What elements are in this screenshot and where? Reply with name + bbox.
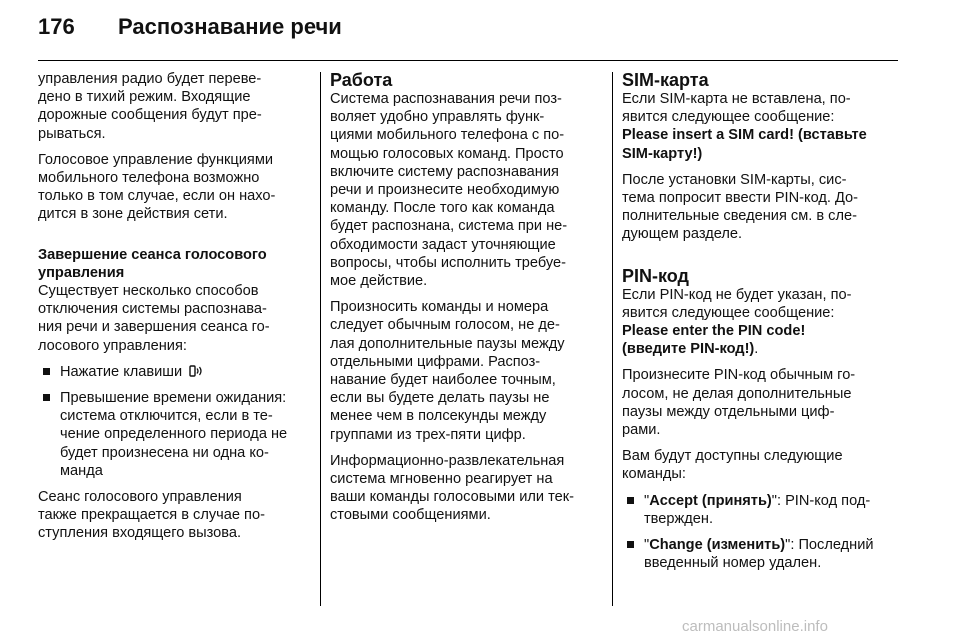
paragraph: Система распознавания речи поз- воляет удобно управлять функ- циями мобильного телефона с по- мощью голосовых команд. Просто включите систему распознавания речи и произнесите необходимую команду. После того как команда будет распознана, система при не- обходимости задаст уточняющие вопросы, чтобы исполнить требуе- мое действие. xyxy=(330,91,568,290)
bullet-list xyxy=(38,363,312,480)
paragraph: Сеанс голосового управления также прекращается в случае по- ступления входящего вызова. xyxy=(38,489,265,542)
section-heading: SIM-карта xyxy=(622,70,709,90)
column-right xyxy=(622,70,902,580)
column-left xyxy=(38,70,312,551)
paragraph: Если SIM-карта не вставлена, по- явится следующее сообщение: xyxy=(622,91,851,126)
paragraph: Информационно-развлекательная система мгновенно реагирует на ваши команды голосовыми или тек- стовыми сообщениями. xyxy=(330,452,574,524)
column-middle xyxy=(330,70,604,533)
bullet-square-icon xyxy=(627,541,634,548)
watermark: carmanualsonline.info xyxy=(682,618,828,635)
section-heading: Работа xyxy=(330,70,393,90)
paragraph: Если PIN-код не будет указан, по- явится следующее сообщение: xyxy=(622,286,852,321)
column-divider xyxy=(320,72,321,606)
page-number: 176 xyxy=(38,14,75,39)
paragraph: управления радио будет переве- дено в тихий режим. Входящие дорожные сообщения будут пре- рываться. xyxy=(38,71,262,142)
display-message: Please enter the PIN code! (введите PIN-код!). xyxy=(622,323,806,358)
list-item: Нажатие клавиши xyxy=(38,363,312,381)
bullet-list xyxy=(622,492,902,573)
section-heading: PIN-код xyxy=(622,265,689,286)
list-item: "Accept (принять)": PIN-код под- твержден. xyxy=(622,492,902,528)
list-item: "Change (изменить)": Последний введенный номер удален. xyxy=(622,536,902,572)
paragraph: Произнесите PIN-код обычным го- лосом, не делая дополнительные паузы между отдельными циф- рами. xyxy=(622,367,856,439)
section-heading: Завершение сеанса голосового управления xyxy=(38,246,267,281)
page-title: Распознавание речи xyxy=(118,14,342,39)
voice-phone-icon xyxy=(189,364,205,378)
bullet-square-icon xyxy=(43,368,50,375)
column-divider xyxy=(612,72,613,606)
paragraph: После установки SIM-карты, сис- тема попросит ввести PIN-код. До- полнительные сведения см. в сле- дующем разделе. xyxy=(622,171,859,243)
paragraph: Вам будут доступны следующие команды: xyxy=(622,448,843,483)
bullet-square-icon xyxy=(627,497,634,504)
header-rule xyxy=(38,60,898,61)
list-item: Превышение времени ожидания: система отключится, если в те- чение определенного периода не будет произнесена ни одна ко- манда xyxy=(38,389,312,480)
bullet-square-icon xyxy=(43,394,50,401)
page-header xyxy=(38,14,342,54)
paragraph: Голосовое управление функциями мобильного телефона возможно только в том случае, если он нахо- дится в зоне действия сети. xyxy=(38,151,276,223)
paragraph: Произносить команды и номера следует обычным голосом, не де- лая дополнительные паузы между отдельными цифрами. Распоз- навание будет наиболее точным, если вы будете делать паузы не менее чем в полсекунды между группами из трех-пяти цифр. xyxy=(330,299,565,443)
display-message: Please insert a SIM card! (вставьте SIM-карту!) xyxy=(622,127,867,162)
paragraph: Существует несколько способов отключения системы распознава- ния речи и завершения сеанса го- лосового управления: xyxy=(38,283,270,354)
